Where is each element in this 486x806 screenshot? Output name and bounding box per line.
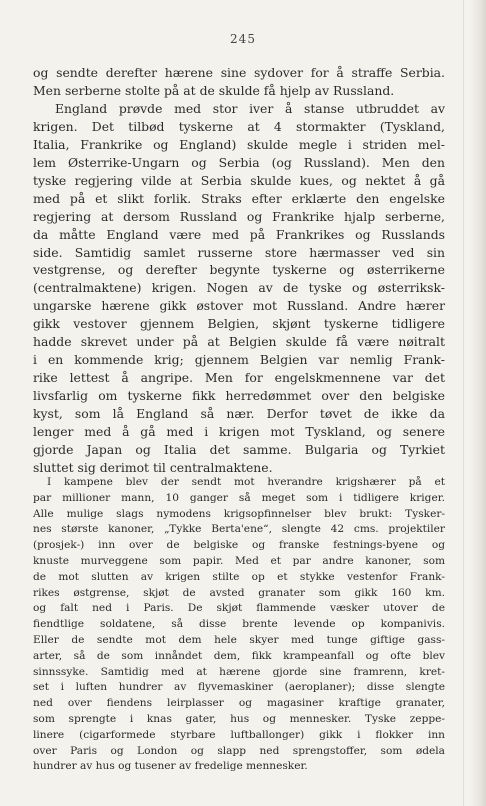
text-line: arter, så de som innåndet dem, fikk krampeanfall og ofte blev [33, 649, 445, 662]
text-line: fiendtlige soldatene, så disse brente levende op kompanivis. [33, 618, 445, 631]
text-line: Italia, Frankrike og England) skulde megle i striden mel- [33, 136, 445, 152]
text-line: set i luften hundrer av flyvemaskiner (aeroplaner); disse slengte [33, 681, 445, 694]
text-line: sluttet sig derimot til centralmaktene. [33, 459, 273, 475]
text-line: Eller de sendte mot dem hele skyer med tunge giftige gass- [33, 633, 445, 646]
text-line: rike lettest å angripe. Men for engelskmennene var det [33, 370, 445, 386]
text-line: kyst, som lå England så nær. Derfor tøvet de ikke da [33, 406, 445, 422]
text-line: i en kommende krig; gjennem Belgien var nemlig Frank- [33, 352, 445, 368]
text-line: med på et slikt forlik. Straks efter erklærte den engelske [33, 190, 445, 206]
text-line: sinnssyke. Samtidig med at hærene gjorde sine framrenn, kret- [33, 665, 445, 678]
text-line: side. Samtidig samlet russerne store hærmasser ved sin [33, 244, 445, 260]
text-line: lem Østerrike-Ungarn og Serbia (og Russland). Men den [33, 154, 445, 170]
text-line: ned over fiendens leirplasser og magasiner kraftige granater, [33, 697, 445, 710]
text-line: Men serberne stolte på at de skulde få hjelp av Russland. [33, 82, 395, 98]
text-line: regjering at dersom Russland og Frankrike hjalp serberne, [33, 208, 445, 224]
page-edge-shadow [470, 0, 486, 806]
text-line: og sendte derefter hærene sine sydover for å straffe Serbia. [33, 65, 445, 80]
text-line: rikes østgrense, skjøt de avsted granater som gikk 160 km. [33, 586, 445, 599]
text-line: par millioner mann, 10 ganger så meget som i tidligere kriger. [33, 491, 445, 504]
main-text-block [33, 64, 445, 477]
text-line: da måtte England være med på Frankrikes og Russlands [33, 226, 445, 242]
text-line: hundrer av hus og tusener av fredelige mennesker. [33, 760, 308, 773]
text-line: som sprengte i knas gater, hus og mennesker. Tyske zeppe- [33, 712, 445, 725]
text-line: knuste murveggene som papir. Med et par andre kanoner, som [33, 554, 445, 567]
text-line: lenger med å gå med i krigen mot Tyskland, og senere [33, 424, 445, 440]
text-line: England prøvde med stor iver å stanse utbruddet av [55, 100, 445, 116]
text-line: gjorde Japan og Italia det samme. Bulgaria og Tyrkiet [33, 442, 445, 458]
text-line: livsfarlig om tyskerne fikk herredømmet over den belgiske [33, 388, 445, 404]
page-number: 245 [230, 32, 256, 46]
text-line: (centralmaktene) krigen. Nogen av de tyske og østerriksk- [33, 280, 445, 296]
text-line: krigen. Det tilbød tyskerne at 4 stormakter (Tyskland, [33, 118, 445, 134]
text-line: I kampene blev der sendt mot hverandre krigshærer på et [47, 476, 445, 488]
text-line: nes største kanoner, „Tykke Berta'ene“, slengte 42 cms. projektiler [33, 523, 445, 536]
text-line: ungarske hærene gikk østover mot Russland. Andre hærer [33, 298, 445, 314]
page-gutter-line [463, 0, 464, 806]
small-print-paragraph [33, 475, 445, 775]
text-line: hadde skrevet under på at Belgien skulde få være nøitralt [33, 334, 445, 350]
text-line: de mot slutten av krigen stilte op et stykke vestenfor Frank- [33, 570, 445, 583]
text-line: (prosjek-) inn over de belgiske og franske festnings-byene og [33, 539, 445, 552]
text-line: tyske regjering vilde at Serbia skulde kues, og nektet å gå [33, 172, 445, 188]
text-line: og falt ned i Paris. De skjøt flammende væsker utover de [33, 602, 445, 615]
text-line: Alle mulige slags nymodens krigsopfinnelser blev brukt: Tysker- [33, 507, 445, 520]
text-line: over Paris og London og slapp ned sprengstoffer, som ødela [33, 744, 445, 757]
text-line: gikk vestover gjennem Belgien, skjønt tyskerne tidligere [33, 316, 445, 332]
text-line: vestgrense, og derefter begynte tyskerne og østerrikerne [33, 262, 445, 278]
text-line: linere (cigarformede styrbare luftballonger) gikk i flokker inn [33, 728, 445, 741]
